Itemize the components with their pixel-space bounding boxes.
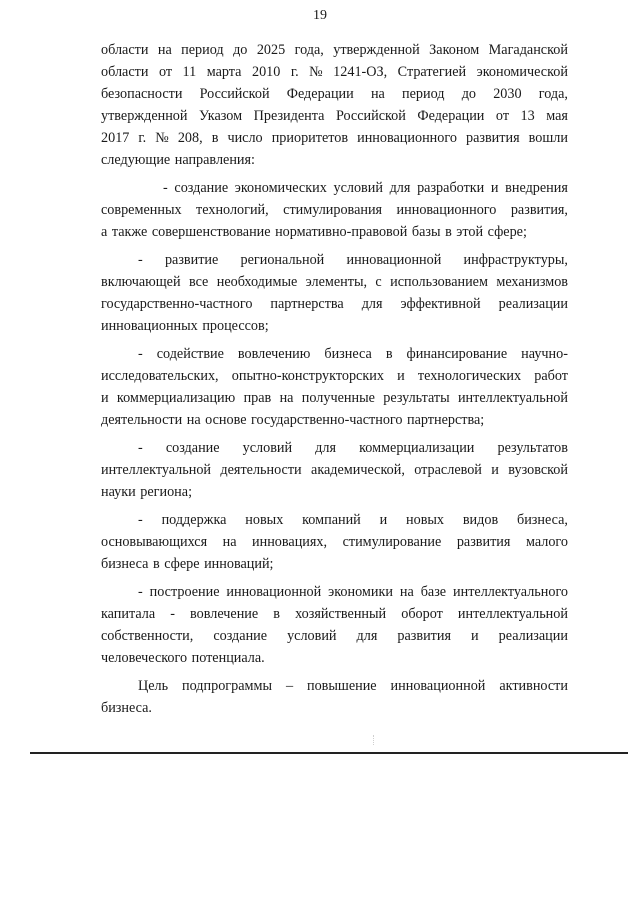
word: и xyxy=(379,512,388,528)
word: подпрограммы xyxy=(182,678,273,694)
word: региона; xyxy=(140,484,193,500)
word: марта xyxy=(206,64,242,80)
word: прав xyxy=(243,390,272,406)
word: г. xyxy=(138,130,147,146)
word: все xyxy=(188,274,209,290)
intro-paragraph xyxy=(101,39,568,171)
word: отраслевой xyxy=(414,462,482,478)
word: - xyxy=(163,180,168,196)
text-line xyxy=(101,647,568,669)
text-line xyxy=(101,603,568,625)
word: включающей xyxy=(101,274,181,290)
word: основывающихся xyxy=(101,534,208,550)
word: содействие xyxy=(156,346,224,362)
word: а xyxy=(101,224,108,240)
word: 2010 xyxy=(251,64,281,80)
word: развития, xyxy=(510,202,568,218)
word: процессов; xyxy=(202,318,269,334)
word: развития xyxy=(397,628,451,644)
word: базе xyxy=(420,584,447,600)
text-line xyxy=(101,39,568,61)
word: базы xyxy=(411,224,441,240)
word: Российской xyxy=(335,108,406,124)
word: государственно-частного xyxy=(251,412,403,428)
word: реализации xyxy=(498,628,568,644)
word: хозяйственный xyxy=(295,606,387,622)
word: инновационного xyxy=(357,130,457,146)
word: и xyxy=(471,628,479,644)
word: экономической xyxy=(476,64,568,80)
page-number: 19 xyxy=(313,8,327,23)
word: Федерации xyxy=(286,86,354,102)
word: работ xyxy=(534,368,568,384)
bullet-economic-conditions xyxy=(101,177,568,243)
word: следующие xyxy=(101,152,171,168)
word: развития xyxy=(456,534,511,550)
word: интеллектуальной xyxy=(457,606,568,622)
word: видов xyxy=(462,512,499,528)
word: на xyxy=(157,42,172,58)
word: и xyxy=(491,462,499,478)
word: деятельности xyxy=(220,462,302,478)
word: утвержденной xyxy=(333,42,420,58)
word: в xyxy=(445,224,452,240)
word: интеллектуального xyxy=(453,584,568,600)
word: интеллектуальной xyxy=(101,462,212,478)
word: бизнеса. xyxy=(101,700,152,716)
text-line xyxy=(101,127,568,149)
word: число xyxy=(227,130,263,146)
text-line xyxy=(101,697,568,719)
text-line xyxy=(101,437,568,459)
word: создание xyxy=(174,180,229,196)
text-line xyxy=(101,271,568,293)
word: в xyxy=(385,346,393,362)
word: 2017 xyxy=(101,130,130,146)
word: мая xyxy=(546,108,568,124)
word: основе xyxy=(205,412,247,428)
word: партнерства; xyxy=(407,412,485,428)
word: создание xyxy=(165,440,220,456)
text-line xyxy=(101,293,568,315)
word: результатов xyxy=(497,440,568,456)
word: условий xyxy=(333,180,383,196)
word: необходимые xyxy=(216,274,298,290)
word: на xyxy=(279,390,294,406)
text-line xyxy=(101,675,568,697)
text-line xyxy=(101,149,568,171)
word: условий xyxy=(242,440,293,456)
text-line xyxy=(101,343,568,365)
word: стимулирования xyxy=(283,202,383,218)
word: потенциала. xyxy=(191,650,265,666)
word: области xyxy=(101,64,149,80)
word: малого xyxy=(525,534,568,550)
word: вовлечение xyxy=(190,606,259,622)
word: до xyxy=(461,86,476,102)
word: технологических xyxy=(417,368,522,384)
word: развития xyxy=(465,130,520,146)
word: 13 xyxy=(520,108,535,124)
text-line xyxy=(101,509,568,531)
word: поддержка xyxy=(161,512,227,528)
word: инновационного xyxy=(396,202,497,218)
bullet-regional-infrastructure xyxy=(101,249,568,337)
bullet-business-involvement xyxy=(101,343,568,431)
word: года, xyxy=(294,42,324,58)
word: инноваций; xyxy=(204,556,274,572)
text-line xyxy=(101,83,568,105)
word: финансирование xyxy=(406,346,508,362)
word: полученные xyxy=(301,390,375,406)
word: № xyxy=(309,64,323,80)
word: инфраструктуры, xyxy=(463,252,568,268)
word: утвержденной xyxy=(101,108,188,124)
word: в xyxy=(211,130,219,146)
word: Президента xyxy=(253,108,325,124)
word: 208, xyxy=(177,130,203,146)
word: этой xyxy=(456,224,484,240)
document-body xyxy=(101,39,568,719)
bullet-new-companies xyxy=(101,509,568,575)
word: Законом xyxy=(429,42,480,58)
word: для xyxy=(356,628,378,644)
word: оборот xyxy=(401,606,443,622)
word: академической, xyxy=(311,462,405,478)
word: от xyxy=(495,108,510,124)
word: и xyxy=(397,368,405,384)
word: экономики xyxy=(328,584,393,600)
word: государственно-частного xyxy=(101,296,253,312)
text-line xyxy=(101,365,568,387)
text-line xyxy=(101,249,568,271)
word: коммерциализации xyxy=(359,440,475,456)
word: собственности, xyxy=(101,628,194,644)
word: науки xyxy=(101,484,136,500)
text-line xyxy=(101,481,568,503)
word: развитие xyxy=(164,252,219,268)
text-line xyxy=(101,531,568,553)
word: также xyxy=(111,224,148,240)
word: на xyxy=(370,86,385,102)
word: сфере; xyxy=(487,224,527,240)
word: коммерциализацию xyxy=(116,390,236,406)
word: на xyxy=(222,534,237,550)
word: научно- xyxy=(521,346,568,362)
word: - xyxy=(138,346,143,362)
word: 11 xyxy=(182,64,197,80)
word: совершенствование xyxy=(151,224,271,240)
word: для xyxy=(315,440,336,456)
word: Федерации xyxy=(417,108,485,124)
subprogram-goal xyxy=(101,675,568,719)
text-line xyxy=(101,387,568,409)
text-line xyxy=(101,581,568,603)
word: создание xyxy=(213,628,268,644)
word: Цель xyxy=(138,678,169,694)
word: в xyxy=(152,556,160,572)
word: на xyxy=(186,412,201,428)
word: и xyxy=(490,180,499,196)
word: с xyxy=(375,274,382,290)
word: инновационной xyxy=(346,252,442,268)
word: вузовской xyxy=(508,462,568,478)
word: внедрения xyxy=(505,180,568,196)
text-line xyxy=(101,409,568,431)
word: использованием xyxy=(390,274,488,290)
footer-rule xyxy=(30,752,628,754)
word: до xyxy=(233,42,248,58)
word: вовлечению xyxy=(237,346,311,362)
word: экономических xyxy=(234,180,327,196)
word: безопасности xyxy=(101,86,183,102)
word: - xyxy=(138,584,143,600)
word: № xyxy=(155,130,169,146)
text-line xyxy=(101,553,568,575)
word: разработки xyxy=(417,180,485,196)
word: и xyxy=(101,390,109,406)
word: повышение xyxy=(306,678,377,694)
word: стимулирование xyxy=(342,534,442,550)
scan-artifact-mark xyxy=(373,735,375,745)
word: бизнеса xyxy=(101,556,149,572)
word: период xyxy=(402,86,445,102)
word: новых xyxy=(245,512,284,528)
word: технологий, xyxy=(196,202,269,218)
text-line xyxy=(101,199,568,221)
word: на xyxy=(399,584,414,600)
word: – xyxy=(285,678,294,694)
word: направления: xyxy=(174,152,255,168)
word: инновациях, xyxy=(252,534,328,550)
word: - xyxy=(170,606,175,622)
word: нормативно-правовой xyxy=(275,224,408,240)
word: капитала xyxy=(101,606,156,622)
word: исследовательских, xyxy=(101,368,219,384)
word: деятельности xyxy=(101,412,183,428)
word: для xyxy=(361,296,383,312)
word: региональной xyxy=(240,252,325,268)
word: в xyxy=(273,606,280,622)
word: инновационной xyxy=(226,584,322,600)
word: 1241-ОЗ, xyxy=(333,64,388,80)
word: - xyxy=(138,252,143,268)
word: активности xyxy=(499,678,568,694)
word: бизнеса xyxy=(324,346,372,362)
text-line xyxy=(101,221,568,243)
text-line xyxy=(101,315,568,337)
word: партнерства xyxy=(270,296,344,312)
word: эффективной xyxy=(400,296,481,312)
word: от xyxy=(158,64,173,80)
word: - xyxy=(138,440,143,456)
text-line xyxy=(101,105,568,127)
word: условий xyxy=(287,628,337,644)
word: бизнеса, xyxy=(517,512,568,528)
word: реализации xyxy=(498,296,568,312)
word: 2030 xyxy=(493,86,522,102)
word: механизмов xyxy=(496,274,568,290)
word: Стратегией xyxy=(397,64,467,80)
word: инновационных xyxy=(101,318,198,334)
bullet-innovation-economy xyxy=(101,581,568,669)
word: области xyxy=(101,42,149,58)
word: современных xyxy=(101,202,182,218)
text-line xyxy=(101,61,568,83)
word: период xyxy=(181,42,224,58)
word: для xyxy=(389,180,411,196)
bullet-commercialization xyxy=(101,437,568,503)
word: компаний xyxy=(302,512,361,528)
word: инновационной xyxy=(390,678,486,694)
word: построение xyxy=(149,584,220,600)
word: интеллектуальной xyxy=(457,390,568,406)
word: - xyxy=(138,512,143,528)
word: Магаданской xyxy=(488,42,568,58)
word: Указом xyxy=(199,108,243,124)
word: г. xyxy=(290,64,299,80)
word: приоритетов xyxy=(271,130,349,146)
word: сфере xyxy=(164,556,200,572)
text-line xyxy=(101,459,568,481)
word: года, xyxy=(538,86,568,102)
word: 2025 xyxy=(256,42,286,58)
word: вошли xyxy=(528,130,568,146)
word: человеческого xyxy=(101,650,188,666)
word: Российской xyxy=(199,86,270,102)
word: результаты xyxy=(383,390,450,406)
word: элементы, xyxy=(305,274,368,290)
text-line xyxy=(101,625,568,647)
word: опытно-конструкторских xyxy=(231,368,384,384)
word: новых xyxy=(406,512,445,528)
text-line xyxy=(101,177,568,199)
